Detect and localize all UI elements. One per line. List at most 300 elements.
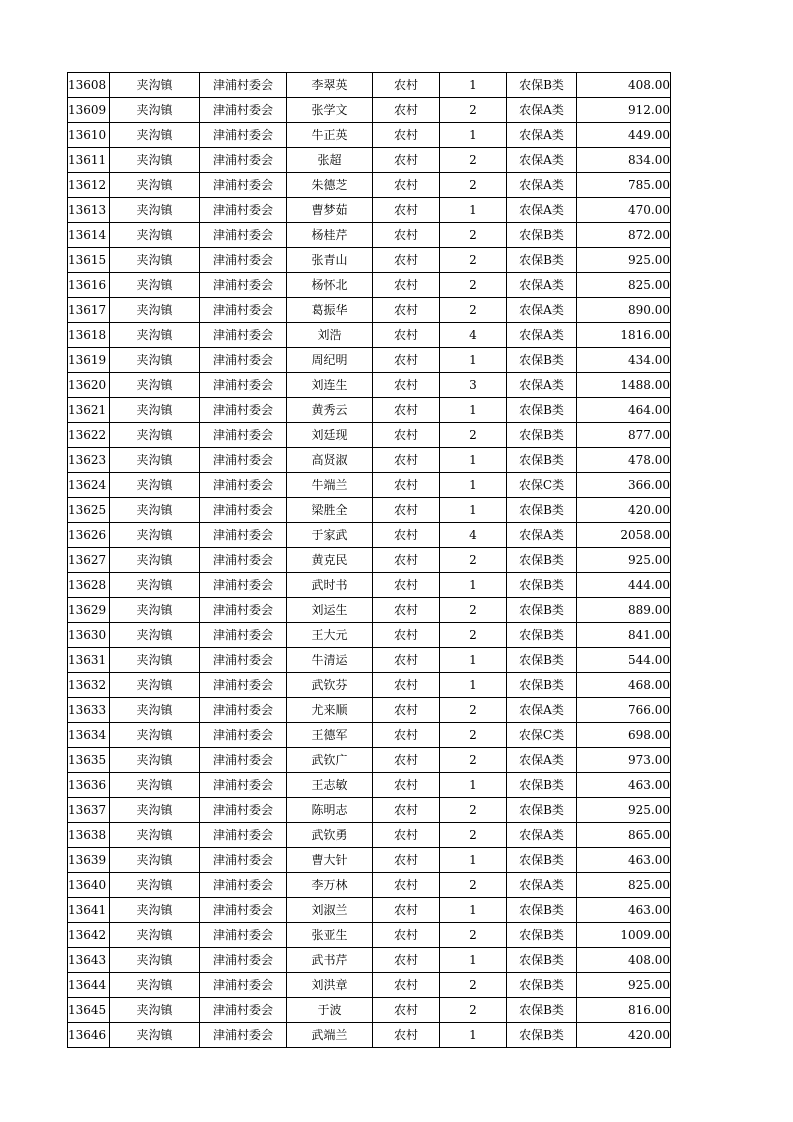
member-count-cell: 2	[440, 998, 507, 1023]
member-count-cell: 1	[440, 398, 507, 423]
table-row	[68, 873, 671, 898]
table-row	[68, 898, 671, 923]
village-committee-cell: 津浦村委会	[200, 848, 287, 873]
name-cell: 刘洪章	[287, 973, 373, 998]
town-cell: 夹沟镇	[110, 98, 200, 123]
household-type-cell: 农村	[373, 773, 440, 798]
table-row	[68, 923, 671, 948]
household-type-cell: 农村	[373, 898, 440, 923]
insurance-category-cell: 农保A类	[507, 323, 577, 348]
member-count-cell: 2	[440, 223, 507, 248]
village-committee-cell: 津浦村委会	[200, 473, 287, 498]
member-count-cell: 2	[440, 298, 507, 323]
town-cell: 夹沟镇	[110, 548, 200, 573]
village-committee-cell: 津浦村委会	[200, 123, 287, 148]
household-type-cell: 农村	[373, 423, 440, 448]
village-committee-cell: 津浦村委会	[200, 723, 287, 748]
insurance-category-cell: 农保A类	[507, 873, 577, 898]
table-row	[68, 1023, 671, 1048]
name-cell: 黄秀云	[287, 398, 373, 423]
name-cell: 武钦勇	[287, 823, 373, 848]
table-row	[68, 73, 671, 98]
town-cell: 夹沟镇	[110, 623, 200, 648]
name-cell: 黄克民	[287, 548, 373, 573]
village-committee-cell: 津浦村委会	[200, 948, 287, 973]
household-type-cell: 农村	[373, 448, 440, 473]
village-committee-cell: 津浦村委会	[200, 898, 287, 923]
village-committee-cell: 津浦村委会	[200, 223, 287, 248]
table-row	[68, 523, 671, 548]
insurance-category-cell: 农保B类	[507, 498, 577, 523]
member-count-cell: 2	[440, 748, 507, 773]
table-row	[68, 973, 671, 998]
insurance-category-cell: 农保A类	[507, 148, 577, 173]
insurance-category-cell: 农保A类	[507, 298, 577, 323]
amount-cell: 785.00	[577, 173, 671, 198]
member-count-cell: 1	[440, 673, 507, 698]
name-cell: 曹梦茹	[287, 198, 373, 223]
town-cell: 夹沟镇	[110, 223, 200, 248]
serial-number-cell: 13628	[68, 573, 110, 598]
name-cell: 刘运生	[287, 598, 373, 623]
insurance-category-cell: 农保B类	[507, 973, 577, 998]
town-cell: 夹沟镇	[110, 423, 200, 448]
insurance-category-cell: 农保B类	[507, 773, 577, 798]
serial-number-cell: 13629	[68, 598, 110, 623]
serial-number-cell: 13617	[68, 298, 110, 323]
name-cell: 张青山	[287, 248, 373, 273]
household-type-cell: 农村	[373, 848, 440, 873]
amount-cell: 698.00	[577, 723, 671, 748]
amount-cell: 1488.00	[577, 373, 671, 398]
insurance-category-cell: 农保B类	[507, 398, 577, 423]
household-type-cell: 农村	[373, 373, 440, 398]
table-row	[68, 823, 671, 848]
town-cell: 夹沟镇	[110, 798, 200, 823]
insurance-category-cell: 农保A类	[507, 123, 577, 148]
village-committee-cell: 津浦村委会	[200, 148, 287, 173]
table-row	[68, 998, 671, 1023]
member-count-cell: 2	[440, 723, 507, 748]
amount-cell: 912.00	[577, 98, 671, 123]
town-cell: 夹沟镇	[110, 948, 200, 973]
insurance-category-cell: 农保B类	[507, 998, 577, 1023]
town-cell: 夹沟镇	[110, 723, 200, 748]
serial-number-cell: 13639	[68, 848, 110, 873]
household-type-cell: 农村	[373, 523, 440, 548]
amount-cell: 834.00	[577, 148, 671, 173]
serial-number-cell: 13614	[68, 223, 110, 248]
village-committee-cell: 津浦村委会	[200, 748, 287, 773]
village-committee-cell: 津浦村委会	[200, 198, 287, 223]
village-committee-cell: 津浦村委会	[200, 1023, 287, 1048]
insurance-category-cell: 农保B类	[507, 1023, 577, 1048]
member-count-cell: 1	[440, 898, 507, 923]
name-cell: 梁胜全	[287, 498, 373, 523]
serial-number-cell: 13644	[68, 973, 110, 998]
amount-cell: 816.00	[577, 998, 671, 1023]
household-type-cell: 农村	[373, 73, 440, 98]
serial-number-cell: 13633	[68, 698, 110, 723]
table-row	[68, 323, 671, 348]
household-type-cell: 农村	[373, 823, 440, 848]
town-cell: 夹沟镇	[110, 573, 200, 598]
serial-number-cell: 13643	[68, 948, 110, 973]
name-cell: 杨怀北	[287, 273, 373, 298]
member-count-cell: 2	[440, 698, 507, 723]
name-cell: 武钦芬	[287, 673, 373, 698]
village-committee-cell: 津浦村委会	[200, 373, 287, 398]
amount-cell: 470.00	[577, 198, 671, 223]
amount-cell: 1816.00	[577, 323, 671, 348]
member-count-cell: 1	[440, 648, 507, 673]
town-cell: 夹沟镇	[110, 123, 200, 148]
insurance-category-cell: 农保A类	[507, 373, 577, 398]
town-cell: 夹沟镇	[110, 348, 200, 373]
table-row	[68, 173, 671, 198]
amount-cell: 420.00	[577, 1023, 671, 1048]
insurance-category-cell: 农保A类	[507, 173, 577, 198]
insurance-category-cell: 农保B类	[507, 848, 577, 873]
village-committee-cell: 津浦村委会	[200, 423, 287, 448]
village-committee-cell: 津浦村委会	[200, 773, 287, 798]
serial-number-cell: 13618	[68, 323, 110, 348]
name-cell: 于波	[287, 998, 373, 1023]
serial-number-cell: 13612	[68, 173, 110, 198]
table-row	[68, 398, 671, 423]
serial-number-cell: 13615	[68, 248, 110, 273]
table-row	[68, 248, 671, 273]
insurance-category-cell: 农保A类	[507, 98, 577, 123]
town-cell: 夹沟镇	[110, 923, 200, 948]
amount-cell: 825.00	[577, 873, 671, 898]
household-type-cell: 农村	[373, 398, 440, 423]
village-committee-cell: 津浦村委会	[200, 873, 287, 898]
village-committee-cell: 津浦村委会	[200, 798, 287, 823]
amount-cell: 925.00	[577, 973, 671, 998]
table-row	[68, 98, 671, 123]
member-count-cell: 2	[440, 823, 507, 848]
amount-cell: 463.00	[577, 773, 671, 798]
village-committee-cell: 津浦村委会	[200, 823, 287, 848]
household-type-cell: 农村	[373, 148, 440, 173]
town-cell: 夹沟镇	[110, 298, 200, 323]
amount-cell: 890.00	[577, 298, 671, 323]
town-cell: 夹沟镇	[110, 998, 200, 1023]
name-cell: 张学文	[287, 98, 373, 123]
town-cell: 夹沟镇	[110, 823, 200, 848]
name-cell: 曹大针	[287, 848, 373, 873]
name-cell: 杨桂芹	[287, 223, 373, 248]
village-committee-cell: 津浦村委会	[200, 923, 287, 948]
household-type-cell: 农村	[373, 98, 440, 123]
town-cell: 夹沟镇	[110, 648, 200, 673]
village-committee-cell: 津浦村委会	[200, 98, 287, 123]
household-type-cell: 农村	[373, 273, 440, 298]
table-row	[68, 648, 671, 673]
household-type-cell: 农村	[373, 198, 440, 223]
name-cell: 周纪明	[287, 348, 373, 373]
town-cell: 夹沟镇	[110, 198, 200, 223]
serial-number-cell: 13613	[68, 198, 110, 223]
insurance-category-cell: 农保B类	[507, 248, 577, 273]
town-cell: 夹沟镇	[110, 498, 200, 523]
member-count-cell: 2	[440, 623, 507, 648]
amount-cell: 444.00	[577, 573, 671, 598]
household-type-cell: 农村	[373, 748, 440, 773]
member-count-cell: 1	[440, 123, 507, 148]
member-count-cell: 3	[440, 373, 507, 398]
member-count-cell: 2	[440, 873, 507, 898]
household-type-cell: 农村	[373, 1023, 440, 1048]
member-count-cell: 1	[440, 348, 507, 373]
serial-number-cell: 13631	[68, 648, 110, 673]
serial-number-cell: 13641	[68, 898, 110, 923]
table-row	[68, 773, 671, 798]
amount-cell: 766.00	[577, 698, 671, 723]
insurance-category-cell: 农保A类	[507, 523, 577, 548]
village-committee-cell: 津浦村委会	[200, 698, 287, 723]
name-cell: 李万林	[287, 873, 373, 898]
table-row	[68, 348, 671, 373]
serial-number-cell: 13608	[68, 73, 110, 98]
household-type-cell: 农村	[373, 798, 440, 823]
serial-number-cell: 13611	[68, 148, 110, 173]
name-cell: 牛清运	[287, 648, 373, 673]
town-cell: 夹沟镇	[110, 323, 200, 348]
serial-number-cell: 13610	[68, 123, 110, 148]
table-body	[68, 73, 671, 1048]
household-type-cell: 农村	[373, 473, 440, 498]
town-cell: 夹沟镇	[110, 248, 200, 273]
insurance-category-cell: 农保B类	[507, 798, 577, 823]
amount-cell: 408.00	[577, 948, 671, 973]
amount-cell: 408.00	[577, 73, 671, 98]
name-cell: 张亚生	[287, 923, 373, 948]
name-cell: 武端兰	[287, 1023, 373, 1048]
serial-number-cell: 13619	[68, 348, 110, 373]
serial-number-cell: 13620	[68, 373, 110, 398]
amount-cell: 877.00	[577, 423, 671, 448]
member-count-cell: 1	[440, 448, 507, 473]
town-cell: 夹沟镇	[110, 848, 200, 873]
serial-number-cell: 13630	[68, 623, 110, 648]
name-cell: 武时书	[287, 573, 373, 598]
household-type-cell: 农村	[373, 573, 440, 598]
household-type-cell: 农村	[373, 223, 440, 248]
insurance-category-cell: 农保B类	[507, 73, 577, 98]
amount-cell: 478.00	[577, 448, 671, 473]
table-row	[68, 498, 671, 523]
name-cell: 于家武	[287, 523, 373, 548]
name-cell: 武书芹	[287, 948, 373, 973]
member-count-cell: 2	[440, 598, 507, 623]
serial-number-cell: 13616	[68, 273, 110, 298]
table-row	[68, 548, 671, 573]
village-committee-cell: 津浦村委会	[200, 673, 287, 698]
member-count-cell: 1	[440, 498, 507, 523]
household-type-cell: 农村	[373, 548, 440, 573]
insurance-category-cell: 农保B类	[507, 673, 577, 698]
serial-number-cell: 13626	[68, 523, 110, 548]
household-type-cell: 农村	[373, 123, 440, 148]
table-row	[68, 298, 671, 323]
town-cell: 夹沟镇	[110, 898, 200, 923]
village-committee-cell: 津浦村委会	[200, 548, 287, 573]
table-row	[68, 198, 671, 223]
name-cell: 牛正英	[287, 123, 373, 148]
village-committee-cell: 津浦村委会	[200, 573, 287, 598]
town-cell: 夹沟镇	[110, 373, 200, 398]
village-committee-cell: 津浦村委会	[200, 173, 287, 198]
insurance-category-cell: 农保C类	[507, 473, 577, 498]
member-count-cell: 2	[440, 248, 507, 273]
town-cell: 夹沟镇	[110, 773, 200, 798]
insurance-category-cell: 农保B类	[507, 598, 577, 623]
insurance-category-cell: 农保B类	[507, 423, 577, 448]
village-committee-cell: 津浦村委会	[200, 498, 287, 523]
member-count-cell: 1	[440, 848, 507, 873]
serial-number-cell: 13635	[68, 748, 110, 773]
town-cell: 夹沟镇	[110, 698, 200, 723]
amount-cell: 925.00	[577, 248, 671, 273]
serial-number-cell: 13627	[68, 548, 110, 573]
table-row	[68, 148, 671, 173]
table-row	[68, 748, 671, 773]
amount-cell: 889.00	[577, 598, 671, 623]
amount-cell: 544.00	[577, 648, 671, 673]
serial-number-cell: 13638	[68, 823, 110, 848]
village-committee-cell: 津浦村委会	[200, 523, 287, 548]
amount-cell: 449.00	[577, 123, 671, 148]
member-count-cell: 2	[440, 98, 507, 123]
member-count-cell: 2	[440, 798, 507, 823]
amount-cell: 973.00	[577, 748, 671, 773]
village-committee-cell: 津浦村委会	[200, 348, 287, 373]
household-type-cell: 农村	[373, 498, 440, 523]
household-type-cell: 农村	[373, 923, 440, 948]
table-row	[68, 473, 671, 498]
table-row	[68, 848, 671, 873]
table-row	[68, 423, 671, 448]
amount-cell: 420.00	[577, 498, 671, 523]
insurance-category-cell: 农保B类	[507, 623, 577, 648]
insurance-category-cell: 农保C类	[507, 723, 577, 748]
serial-number-cell: 13646	[68, 1023, 110, 1048]
insurance-category-cell: 农保B类	[507, 898, 577, 923]
serial-number-cell: 13621	[68, 398, 110, 423]
name-cell: 张超	[287, 148, 373, 173]
serial-number-cell: 13624	[68, 473, 110, 498]
name-cell: 刘廷现	[287, 423, 373, 448]
town-cell: 夹沟镇	[110, 398, 200, 423]
town-cell: 夹沟镇	[110, 973, 200, 998]
town-cell: 夹沟镇	[110, 673, 200, 698]
household-type-cell: 农村	[373, 173, 440, 198]
serial-number-cell: 13634	[68, 723, 110, 748]
table-row	[68, 673, 671, 698]
amount-cell: 463.00	[577, 848, 671, 873]
member-count-cell: 2	[440, 273, 507, 298]
member-count-cell: 1	[440, 1023, 507, 1048]
amount-cell: 2058.00	[577, 523, 671, 548]
amount-cell: 872.00	[577, 223, 671, 248]
member-count-cell: 2	[440, 923, 507, 948]
amount-cell: 1009.00	[577, 923, 671, 948]
village-committee-cell: 津浦村委会	[200, 973, 287, 998]
table-row	[68, 948, 671, 973]
town-cell: 夹沟镇	[110, 873, 200, 898]
table-row	[68, 798, 671, 823]
household-type-cell: 农村	[373, 723, 440, 748]
member-count-cell: 1	[440, 73, 507, 98]
household-type-cell: 农村	[373, 623, 440, 648]
town-cell: 夹沟镇	[110, 523, 200, 548]
household-type-cell: 农村	[373, 698, 440, 723]
name-cell: 刘连生	[287, 373, 373, 398]
household-type-cell: 农村	[373, 298, 440, 323]
town-cell: 夹沟镇	[110, 148, 200, 173]
table-row	[68, 373, 671, 398]
household-type-cell: 农村	[373, 873, 440, 898]
serial-number-cell: 13640	[68, 873, 110, 898]
table-row	[68, 273, 671, 298]
serial-number-cell: 13632	[68, 673, 110, 698]
village-committee-cell: 津浦村委会	[200, 598, 287, 623]
name-cell: 刘淑兰	[287, 898, 373, 923]
table-row	[68, 223, 671, 248]
amount-cell: 825.00	[577, 273, 671, 298]
insurance-category-cell: 农保B类	[507, 223, 577, 248]
name-cell: 牛端兰	[287, 473, 373, 498]
household-type-cell: 农村	[373, 323, 440, 348]
name-cell: 高贤淑	[287, 448, 373, 473]
serial-number-cell: 13642	[68, 923, 110, 948]
village-committee-cell: 津浦村委会	[200, 73, 287, 98]
name-cell: 尤来顺	[287, 698, 373, 723]
serial-number-cell: 13622	[68, 423, 110, 448]
insurance-category-cell: 农保A类	[507, 698, 577, 723]
village-committee-cell: 津浦村委会	[200, 273, 287, 298]
town-cell: 夹沟镇	[110, 473, 200, 498]
household-type-cell: 农村	[373, 973, 440, 998]
name-cell: 葛振华	[287, 298, 373, 323]
town-cell: 夹沟镇	[110, 273, 200, 298]
village-committee-cell: 津浦村委会	[200, 248, 287, 273]
amount-cell: 925.00	[577, 798, 671, 823]
insurance-category-cell: 农保A类	[507, 198, 577, 223]
member-count-cell: 1	[440, 573, 507, 598]
insurance-category-cell: 农保B类	[507, 648, 577, 673]
name-cell: 朱德芝	[287, 173, 373, 198]
insurance-category-cell: 农保B类	[507, 448, 577, 473]
household-type-cell: 农村	[373, 598, 440, 623]
insurance-category-cell: 农保A类	[507, 748, 577, 773]
amount-cell: 468.00	[577, 673, 671, 698]
insurance-category-cell: 农保A类	[507, 273, 577, 298]
village-committee-cell: 津浦村委会	[200, 323, 287, 348]
village-committee-cell: 津浦村委会	[200, 398, 287, 423]
table-row	[68, 448, 671, 473]
insurance-category-cell: 农保B类	[507, 923, 577, 948]
household-type-cell: 农村	[373, 998, 440, 1023]
data-table	[67, 72, 671, 1048]
name-cell: 刘浩	[287, 323, 373, 348]
table-row	[68, 623, 671, 648]
household-type-cell: 农村	[373, 348, 440, 373]
village-committee-cell: 津浦村委会	[200, 623, 287, 648]
insurance-category-cell: 农保B类	[507, 348, 577, 373]
